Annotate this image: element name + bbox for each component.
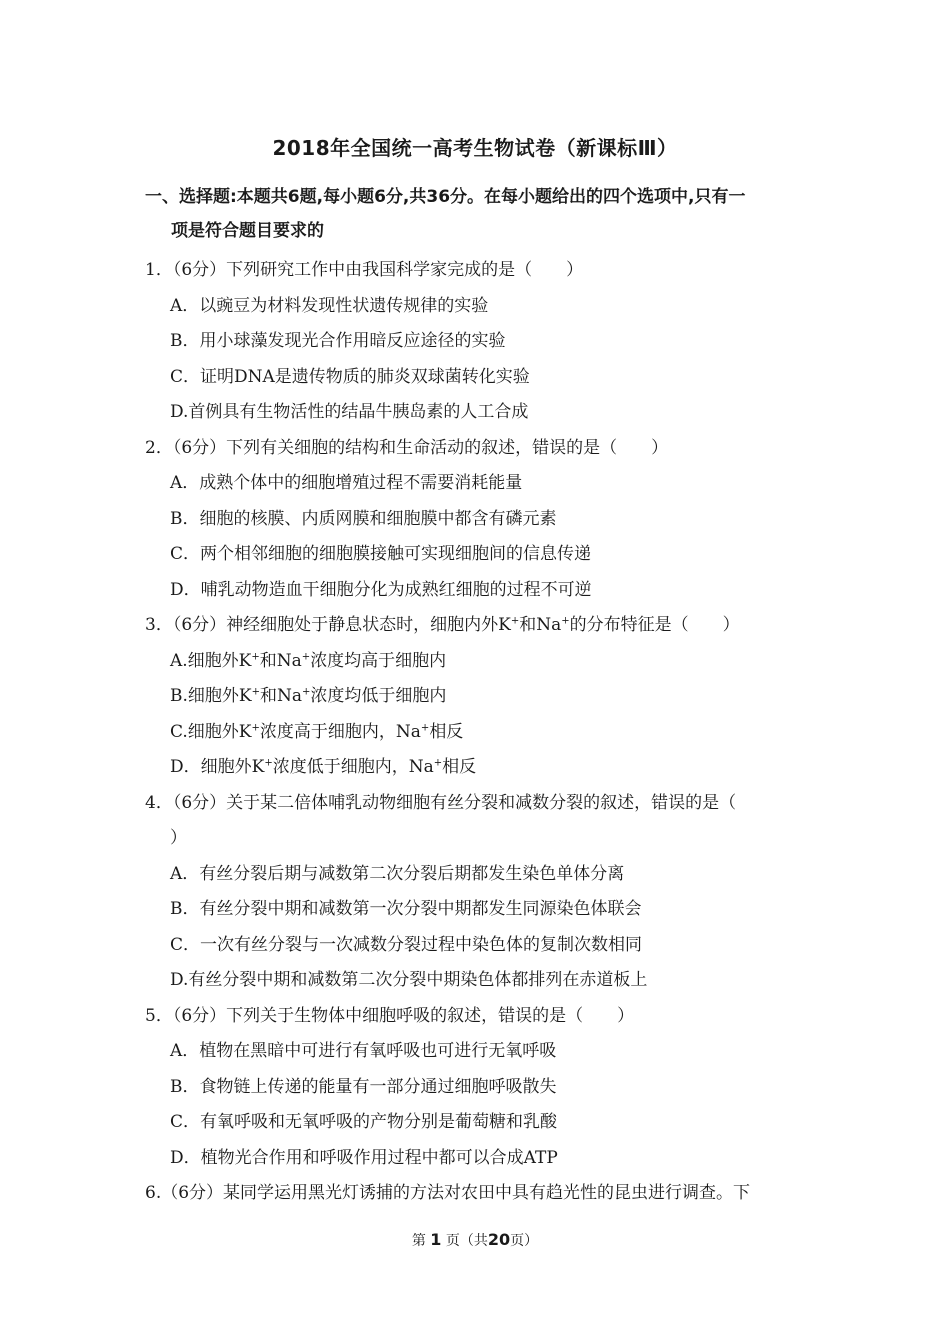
page-title: 2018年全国统一高考生物试卷（新课标Ⅲ） <box>272 136 678 160</box>
question-2-stem: 2．（6分）下列有关细胞的结构和生命活动的叙述，错误的是（ ） <box>145 438 669 458</box>
q3-a-part3: 浓度均高于细胞内 <box>310 651 447 671</box>
question-1-option-b: B．用小球藻发现光合作用暗反应途径的实验 <box>170 331 506 351</box>
footer-suffix: 页） <box>510 1233 539 1249</box>
footer-prefix: 第 <box>411 1233 426 1249</box>
q3-stem-part1: 3．（6分）神经细胞处于静息状态时，细胞内外K <box>145 615 511 635</box>
question-3-option-c <box>170 720 463 744</box>
footer-total-pages: 20 <box>487 1230 511 1249</box>
q3-b-part3: 浓度均低于细胞内 <box>310 686 447 706</box>
question-5-stem: 5．（6分）下列关于生物体中细胞呼吸的叙述，错误的是（ ） <box>145 1006 635 1026</box>
question-1-stem: 1．（6分）下列研究工作中由我国科学家完成的是（ ） <box>145 260 584 280</box>
question-5-option-b: B．食物链上传递的能量有一部分通过细胞呼吸散失 <box>170 1077 557 1097</box>
q3-stem-part2: 和Na <box>519 615 562 635</box>
q3-a-sup2: + <box>301 651 311 663</box>
q3-d-sup1: + <box>264 757 273 769</box>
question-2-option-d: D．哺乳动物造血干细胞分化为成熟红细胞的过程不可逆 <box>170 580 592 600</box>
q3-stem-sup2: + <box>561 615 570 627</box>
section-heading-line1: 一、选择题:本题共6题,每小题6分,共36分。在每小题给出的四个选项中,只有一 <box>145 187 746 207</box>
question-1-option-a: A．以豌豆为材料发现性状遗传规律的实验 <box>170 296 489 316</box>
question-5-option-a: A．植物在黑暗中可进行有氧呼吸也可进行无氧呼吸 <box>170 1041 557 1061</box>
q3-b-sup2: + <box>302 686 311 698</box>
question-4-option-c: C．一次有丝分裂与一次减数分裂过程中染色体的复制次数相同 <box>170 935 643 955</box>
question-4-stem-continuation: ） <box>170 828 187 848</box>
q3-c-part1: C.细胞外K <box>170 722 252 742</box>
q3-c-part3: 相反 <box>429 722 464 742</box>
question-4-option-b: B．有丝分裂中期和减数第一次分裂中期都发生同源染色体联会 <box>170 899 642 919</box>
question-1-option-d: D.首例具有生物活性的结晶牛胰岛素的人工合成 <box>170 402 529 422</box>
section-heading-line2: 项是符合题目要求的 <box>171 221 324 241</box>
q3-d-part3: 相反 <box>442 757 477 777</box>
q3-b-part1: B.细胞外K <box>170 686 252 706</box>
question-5-option-c: C．有氧呼吸和无氧呼吸的产物分别是葡萄糖和乳酸 <box>170 1112 558 1132</box>
q3-b-sup1: + <box>251 686 260 698</box>
question-2-option-c: C．两个相邻细胞的细胞膜接触可实现细胞间的信息传递 <box>170 544 592 564</box>
q3-d-part1: D．细胞外K <box>170 757 265 777</box>
question-3-option-a <box>170 649 446 673</box>
question-3-stem <box>145 613 740 637</box>
question-4-stem: 4．（6分）关于某二倍体哺乳动物细胞有丝分裂和减数分裂的叙述，错误的是（ <box>145 793 737 813</box>
question-1-option-c: C．证明DNA是遗传物质的肺炎双球菌转化实验 <box>170 367 530 387</box>
section-heading <box>145 180 825 248</box>
q3-c-sup2: + <box>420 722 430 734</box>
q3-stem-sup1: + <box>510 615 520 627</box>
question-3-option-b <box>170 684 446 708</box>
q3-d-sup2: + <box>433 757 443 769</box>
page-footer <box>0 1230 950 1250</box>
q3-c-part2: 浓度高于细胞内，Na <box>259 722 421 742</box>
q3-d-part2: 浓度低于细胞内，Na <box>272 757 434 777</box>
q3-a-part1: A.细胞外K <box>170 651 252 671</box>
footer-page-number: 1 <box>430 1230 442 1249</box>
question-6-stem: 6.（6分）某同学运用黑光灯诱捕的方法对农田中具有趋光性的昆虫进行调查。下 <box>145 1183 751 1203</box>
question-4-option-a: A．有丝分裂后期与减数第二次分裂后期都发生染色单体分离 <box>170 864 625 884</box>
question-2-option-b: B．细胞的核膜、内质网膜和细胞膜中都含有磷元素 <box>170 509 557 529</box>
question-4-option-d: D.有丝分裂中期和减数第二次分裂中期染色体都排列在赤道板上 <box>170 970 648 990</box>
question-2-option-a: A．成熟个体中的细胞增殖过程不需要消耗能量 <box>170 473 523 493</box>
q3-a-part2: 和Na <box>259 651 302 671</box>
question-3-option-d <box>170 755 476 779</box>
q3-a-sup1: + <box>251 651 260 663</box>
footer-middle: 页（共 <box>445 1233 488 1249</box>
q3-b-part2: 和Na <box>260 686 303 706</box>
question-5-option-d: D．植物光合作用和呼吸作用过程中都可以合成ATP <box>170 1148 558 1168</box>
q3-stem-part3: 的分布特征是（ ） <box>569 615 740 635</box>
q3-c-sup1: + <box>251 722 260 734</box>
